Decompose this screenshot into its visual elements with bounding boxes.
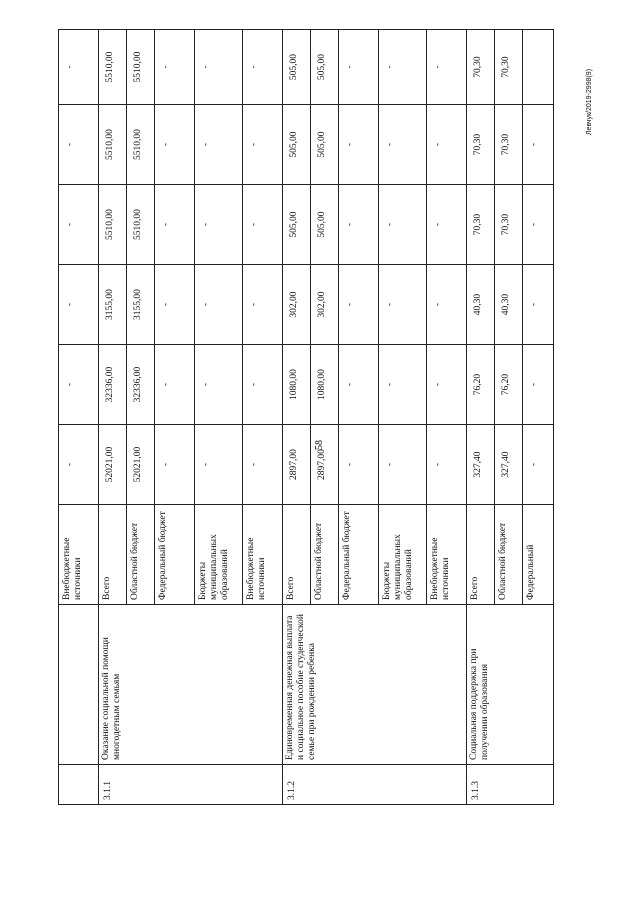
value-cell: 1080,00 <box>311 345 339 425</box>
page-number: 58 <box>314 440 325 450</box>
table-row <box>99 30 127 805</box>
value-cell: - <box>195 105 243 185</box>
value-cell: - <box>427 185 467 265</box>
value-cell: - <box>427 105 467 185</box>
value-cell: 40,30 <box>495 265 523 345</box>
value-cell: - <box>379 105 427 185</box>
source-cell: Областной бюджет <box>495 505 523 605</box>
table-row <box>467 30 495 805</box>
value-cell: 302,00 <box>283 265 311 345</box>
value-cell: 302,00 <box>311 265 339 345</box>
value-cell: 76,20 <box>467 345 495 425</box>
table-row <box>283 30 311 805</box>
budget-table <box>58 29 554 805</box>
source-cell: Бюджеты муниципальных образований <box>379 505 427 605</box>
value-cell: - <box>243 345 283 425</box>
value-cell: 5510,00 <box>127 185 155 265</box>
source-cell: Внебюджетные источники <box>59 505 99 605</box>
source-cell: Областной бюджет <box>311 505 339 605</box>
value-cell: - <box>379 425 427 505</box>
value-cell: 32336,00 <box>99 345 127 425</box>
value-cell: - <box>155 265 195 345</box>
value-cell: - <box>59 265 99 345</box>
value-cell: - <box>339 185 379 265</box>
source-cell: Всего <box>467 505 495 605</box>
value-cell: - <box>427 265 467 345</box>
value-cell: 32336,00 <box>127 345 155 425</box>
value-cell: - <box>243 105 283 185</box>
value-cell: - <box>195 185 243 265</box>
rotated-table-wrapper <box>58 30 539 805</box>
value-cell: - <box>155 105 195 185</box>
source-cell: Всего <box>283 505 311 605</box>
value-cell: 5510,00 <box>99 30 127 105</box>
value-cell: - <box>195 30 243 105</box>
value-cell: - <box>155 345 195 425</box>
source-cell: Бюджеты муниципальных образований <box>195 505 243 605</box>
value-cell: 70,30 <box>467 30 495 105</box>
value-cell: - <box>427 345 467 425</box>
value-cell: 76,20 <box>495 345 523 425</box>
value-cell: 70,30 <box>495 105 523 185</box>
source-cell: Федеральный <box>523 505 554 605</box>
value-cell: - <box>155 425 195 505</box>
table-row <box>59 30 99 805</box>
value-cell: - <box>155 185 195 265</box>
value-cell: 52021,00 <box>99 425 127 505</box>
value-cell: - <box>243 30 283 105</box>
document-code: Левчук/2019-2998(9) <box>586 68 593 136</box>
item-code: 3.1.1 <box>99 765 283 805</box>
value-cell: 5510,00 <box>99 185 127 265</box>
value-cell: 5510,00 <box>127 105 155 185</box>
value-cell: - <box>339 30 379 105</box>
value-cell: 40,30 <box>467 265 495 345</box>
value-cell: 505,00 <box>283 30 311 105</box>
value-cell: - <box>243 265 283 345</box>
value-cell: 52021,00 <box>127 425 155 505</box>
value-cell: 505,00 <box>311 105 339 185</box>
value-cell: - <box>339 345 379 425</box>
value-cell: 505,00 <box>311 30 339 105</box>
source-cell: Всего <box>99 505 127 605</box>
source-cell: Областной бюджет <box>127 505 155 605</box>
value-cell: - <box>523 105 554 185</box>
value-cell: 327,40 <box>467 425 495 505</box>
item-name: Оказание социальной помощи многодетным семьям <box>99 605 283 765</box>
value-cell: - <box>243 185 283 265</box>
value-cell: 3155,00 <box>127 265 155 345</box>
value-cell: 1080,00 <box>283 345 311 425</box>
item-code: 3.1.3 <box>467 765 554 805</box>
source-cell: Федеральный бюджет <box>155 505 195 605</box>
source-cell: Внебюджетные источники <box>427 505 467 605</box>
value-cell: 505,00 <box>311 185 339 265</box>
value-cell: - <box>427 30 467 105</box>
value-cell: - <box>339 425 379 505</box>
value-cell: - <box>379 345 427 425</box>
value-cell: - <box>59 105 99 185</box>
value-cell: 505,00 <box>283 105 311 185</box>
value-cell: - <box>59 345 99 425</box>
value-cell: 505,00 <box>283 185 311 265</box>
value-cell: - <box>523 265 554 345</box>
value-cell: 3155,00 <box>99 265 127 345</box>
value-cell: - <box>155 30 195 105</box>
value-cell: 70,30 <box>495 185 523 265</box>
value-cell: - <box>379 185 427 265</box>
source-cell: Федеральный бюджет <box>339 505 379 605</box>
value-cell <box>523 30 554 105</box>
value-cell: - <box>59 185 99 265</box>
value-cell: - <box>523 425 554 505</box>
value-cell: 2897,00 <box>283 425 311 505</box>
value-cell: 5510,00 <box>99 105 127 185</box>
item-name: Социальная поддержка при получении образования <box>467 605 554 765</box>
value-cell: 327,40 <box>495 425 523 505</box>
value-cell: - <box>427 425 467 505</box>
value-cell: - <box>195 345 243 425</box>
value-cell: - <box>243 425 283 505</box>
value-cell: - <box>523 345 554 425</box>
item-code: 3.1.2 <box>283 765 467 805</box>
value-cell: 5510,00 <box>127 30 155 105</box>
item-name: Единовременная денежная выплата и социальное пособие студенческой семье при рождении ребенка <box>283 605 467 765</box>
value-cell: - <box>339 265 379 345</box>
code-cell <box>59 765 99 805</box>
value-cell: - <box>379 265 427 345</box>
value-cell: - <box>59 30 99 105</box>
value-cell: - <box>59 425 99 505</box>
value-cell: - <box>523 185 554 265</box>
value-cell: - <box>379 30 427 105</box>
value-cell: 70,30 <box>467 185 495 265</box>
source-cell: Внебюджетные источники <box>243 505 283 605</box>
value-cell: - <box>195 265 243 345</box>
value-cell: - <box>195 425 243 505</box>
value-cell: - <box>339 105 379 185</box>
value-cell: 70,30 <box>467 105 495 185</box>
name-cell <box>59 605 99 765</box>
value-cell: 70,30 <box>495 30 523 105</box>
value-cell: 2897,00 <box>311 425 339 505</box>
